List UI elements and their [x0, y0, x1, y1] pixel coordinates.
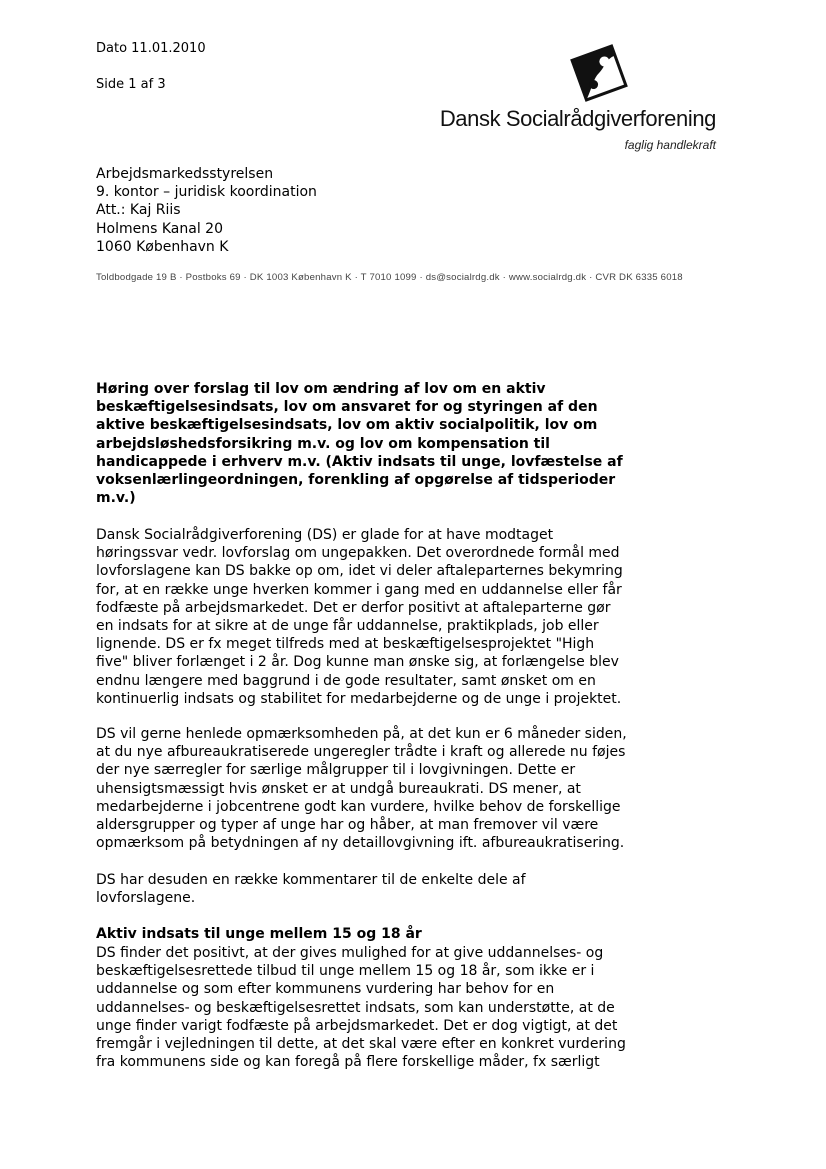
letter-date: Dato 11.01.2010 [96, 41, 206, 56]
section-heading: Aktiv indsats til unge mellem 15 og 18 år [96, 926, 422, 942]
title-line: voksenlærlingeordningen, forenkling af opgørelse af tidsperioder [96, 472, 616, 489]
text-line: five" bliver forlænget i 2 år. Dog kunne man ønske sig, at forlængelse blev [96, 654, 619, 671]
text-line: at du nye afbureaukratiserede ungeregler trådte i kraft og allerede nu føjes [96, 744, 626, 761]
page-number: Side 1 af 3 [96, 77, 166, 92]
text-line: opmærksom på betydningen af ny detaillovgivning ift. afbureaukratisering. [96, 835, 625, 852]
document-title [96, 380, 636, 507]
text-line: fra kommunens side og kan foregå på flere forskellige måder, fx særligt [96, 1054, 600, 1071]
text-line: DS har desuden en række kommentarer til de enkelte dele af [96, 872, 526, 888]
recipient-address [96, 165, 317, 256]
address-line: 9. kontor – juridisk koordination [96, 184, 317, 201]
title-line: aktive beskæftigelsesindsats, lov om aktiv socialpolitik, lov om [96, 417, 598, 434]
text-line: unge finder varigt fodfæste på arbejdsmarkedet. Det er dog vigtigt, at det [96, 1017, 618, 1034]
title-line: arbejdsløshedsforsikring m.v. og lov om kompensation til [96, 435, 550, 452]
text-line: en indsats for at sikre at de unge får uddannelse, praktikplads, job eller [96, 618, 599, 635]
paragraph-intro [96, 526, 636, 708]
text-line: DS vil gerne henlede opmærksomheden på, at det kun er 6 måneder siden, [96, 726, 627, 742]
title-line: handicappede i erhverv m.v. (Aktiv indsats til unge, lovfæstelse af [96, 453, 623, 470]
yin-yang-diamond-logo-icon [566, 42, 632, 104]
text-line: for, at en række unge hverken kommer i gang med en uddannelse eller får [96, 581, 622, 598]
text-line: uddannelse og som efter kommunens vurdering har behov for en [96, 981, 555, 998]
title-line: m.v.) [96, 490, 136, 507]
text-line: uhensigtsmæssigt hvis ønsket er at undgå bureaukrati. DS mener, at [96, 780, 581, 797]
address-line: 1060 København K [96, 238, 229, 255]
text-line: lovforslagene. [96, 890, 196, 907]
title-line: beskæftigelsesindsats, lov om ansvaret for og styringen af den [96, 399, 598, 416]
text-line: kontinuerlig indsats og stabilitet for medarbejderne og de unge i projektet. [96, 690, 622, 707]
text-line: beskæftigelsesrettede tilbud til unge mellem 15 og 18 år, som ikke er i [96, 963, 595, 980]
paragraph-bureaucracy [96, 725, 636, 852]
text-line: DS finder det positivt, at der gives mulighed for at give uddannelses- og [96, 945, 604, 961]
organization-tagline: faglig handlekraft [624, 138, 716, 152]
text-line: høringssvar vedr. lovforslag om ungepakken. Det overordnede formål med [96, 545, 620, 562]
text-line: lignende. DS er fx meget tilfreds med at beskæftigelsesprojektet "High [96, 636, 595, 653]
organization-name: Dansk Socialrådgiverforening [439, 106, 716, 131]
address-line: Att.: Kaj Riis [96, 202, 181, 219]
section-body [96, 944, 636, 1071]
text-line: der nye særregler for særlige målgrupper til i lovgivningen. Dette er [96, 762, 576, 779]
text-line: aldersgrupper og typer af unge har og håber, at man fremover vil være [96, 817, 599, 834]
text-line: fremgår i vejledningen til dette, at det skal være efter en konkret vurdering [96, 1036, 626, 1053]
address-line: Holmens Kanal 20 [96, 220, 223, 237]
text-line: medarbejderne i jobcentrene godt kan vurdere, hvilke behov de forskellige [96, 798, 621, 815]
paragraph-comments [96, 871, 636, 907]
contact-line: Toldbodgade 19 B · Postboks 69 · DK 1003 København K · T 7010 1099 · ds@socialrdg.dk · www.socialrdg.dk · CVR DK 6335 6018 [96, 272, 683, 283]
title-line: Høring over forslag til lov om ændring af lov om en aktiv [96, 381, 546, 397]
text-line: endnu længere med baggrund i de gode resultater, samt ønsket om en [96, 672, 596, 689]
text-line: fodfæste på arbejdsmarkedet. Det er derfor positivt at aftaleparterne gør [96, 599, 611, 616]
text-line: uddannelses- og beskæftigelsesrettet indsats, som kan understøtte, at de [96, 999, 615, 1016]
text-line: Dansk Socialrådgiverforening (DS) er glade for at have modtaget [96, 527, 554, 543]
address-line: Arbejdsmarkedsstyrelsen [96, 166, 274, 182]
text-line: lovforslagene kan DS bakke op om, idet vi deler aftaleparternes bekymring [96, 563, 623, 580]
